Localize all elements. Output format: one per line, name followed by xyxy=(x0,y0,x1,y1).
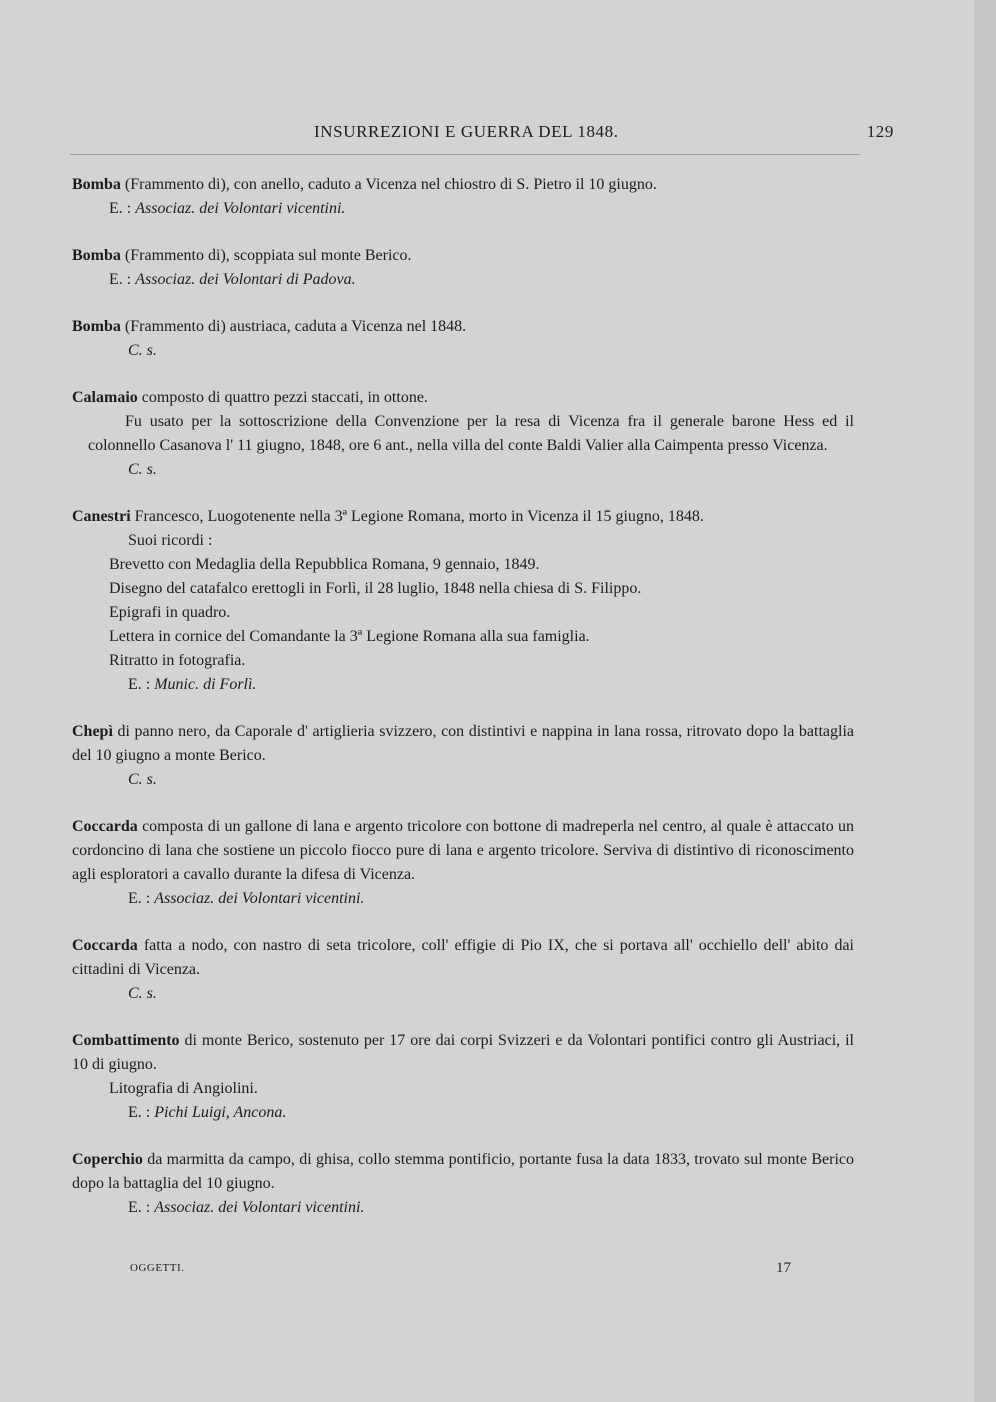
catalog-entries xyxy=(72,173,854,1243)
entry-term: Bomba xyxy=(72,176,121,193)
page-number: 129 xyxy=(866,122,894,141)
catalog-entry xyxy=(72,386,854,482)
entry-item: Epigrafi in quadro. xyxy=(109,604,231,621)
entry-item: Brevetto con Medaglia della Repubblica Romana, 9 gennaio, 1849. xyxy=(109,556,540,573)
entry-term: Coccarda xyxy=(72,937,138,954)
entry-source: E. : Associaz. dei Volontari vicentini. xyxy=(128,890,365,907)
entry-source: E. : Associaz. dei Volontari vicentini. xyxy=(128,1199,365,1216)
entry-term: Chepì xyxy=(72,723,113,740)
entry-sub-intro: Suoi ricordi : xyxy=(128,532,213,549)
catalog-entry xyxy=(72,315,854,363)
entry-source: C. s. xyxy=(128,771,157,788)
entry-text: da marmitta da campo, di ghisa, collo stemma pontificio, portante fusa la data 1833, trovato sul monte Berico dopo la battaglia del 10 giugno. xyxy=(72,1151,855,1192)
entry-term: Calamaio xyxy=(72,389,138,406)
entry-item: Lettera in cornice del Comandante la 3ª Legione Romana alla sua famiglia. xyxy=(109,628,590,645)
entry-source: E. : Pichi Luigi, Ancona. xyxy=(128,1104,287,1121)
catalog-entry xyxy=(72,244,854,292)
catalog-entry xyxy=(72,1148,854,1220)
catalog-entry xyxy=(72,815,854,911)
entry-source: C. s. xyxy=(128,985,157,1002)
entry-item: Ritratto in fotografia. xyxy=(109,652,246,669)
signature-mark: OGGETTI. xyxy=(130,1262,185,1274)
entry-source: E. : Munic. di Forlì. xyxy=(128,676,257,693)
entry-text: Francesco, Luogotenente nella 3ª Legione Romana, morto in Vicenza il 15 giugno, 1848. xyxy=(134,508,704,525)
entry-text: di panno nero, da Caporale d' artiglieria svizzero, con distintivi e nappina in lana rossa, ritrovato dopo la battaglia del 10 giugno a monte Berico. xyxy=(72,723,855,764)
entry-description: Fu usato per la sottoscrizione della Convenzione per la resa di Vicenza fra il generale barone Hess ed il colonnello Casanova l' 11 giugno, 1848, ore 6 ant., nella villa del conte Baldi Valier alla Caimpenta presso Vicenza. xyxy=(88,413,854,454)
entry-text: di monte Berico, sostenuto per 17 ore dai corpi Svizzeri e da Volontari pontifici contro gli Austriaci, il 10 di giugno. xyxy=(72,1032,854,1073)
entry-source: C. s. xyxy=(128,461,157,478)
entry-term: Bomba xyxy=(72,247,121,264)
catalog-entry xyxy=(72,173,854,221)
catalog-entry xyxy=(72,505,854,697)
entry-sub-intro: Litografia di Angiolini. xyxy=(109,1080,258,1097)
entry-term: Combattimento xyxy=(72,1032,180,1049)
entry-term: Coperchio xyxy=(72,1151,143,1168)
header-rule xyxy=(70,154,860,155)
catalog-entry xyxy=(72,1029,854,1125)
entry-term: Coccarda xyxy=(72,818,138,835)
entry-source: E. : Associaz. dei Volontari vicentini. xyxy=(109,200,346,217)
entry-text: fatta a nodo, con nastro di seta tricolore, coll' effigie di Pio IX, che si portava all' occhiello dell' abito dai cittadini di Vicenza. xyxy=(72,937,855,978)
entry-text: composta di un gallone di lana e argento tricolore con bottone di madreperla nel centro, al quale è attaccato un cordoncino di lana che sostiene un piccolo fiocco pure di lana e argento tricolore. Serviva di distintivo di riconoscimento agli esploratori a cavallo durante la difesa di Vicenza. xyxy=(72,818,855,883)
entry-item: Disegno del catafalco erettogli in Forlì, il 28 luglio, 1848 nella chiesa di S. Filippo. xyxy=(109,580,642,597)
entry-source: E. : Associaz. dei Volontari di Padova. xyxy=(109,271,356,288)
catalog-entry xyxy=(72,934,854,1006)
entry-term: Bomba xyxy=(72,318,121,335)
entry-text: (Frammento di), con anello, caduto a Vicenza nel chiostro di S. Pietro il 10 giugno. xyxy=(124,176,657,193)
catalog-entry xyxy=(72,720,854,792)
entry-text: (Frammento di) austriaca, caduta a Vicenza nel 1848. xyxy=(124,318,467,335)
running-title: INSURREZIONI E GUERRA DEL 1848. xyxy=(314,122,619,141)
entry-text: composto di quattro pezzi staccati, in ottone. xyxy=(141,389,428,406)
sheet-number: 17 xyxy=(776,1260,791,1276)
entry-term: Canestri xyxy=(72,508,131,525)
entry-source: C. s. xyxy=(128,342,157,359)
entry-text: (Frammento di), scoppiata sul monte Berico. xyxy=(124,247,412,264)
